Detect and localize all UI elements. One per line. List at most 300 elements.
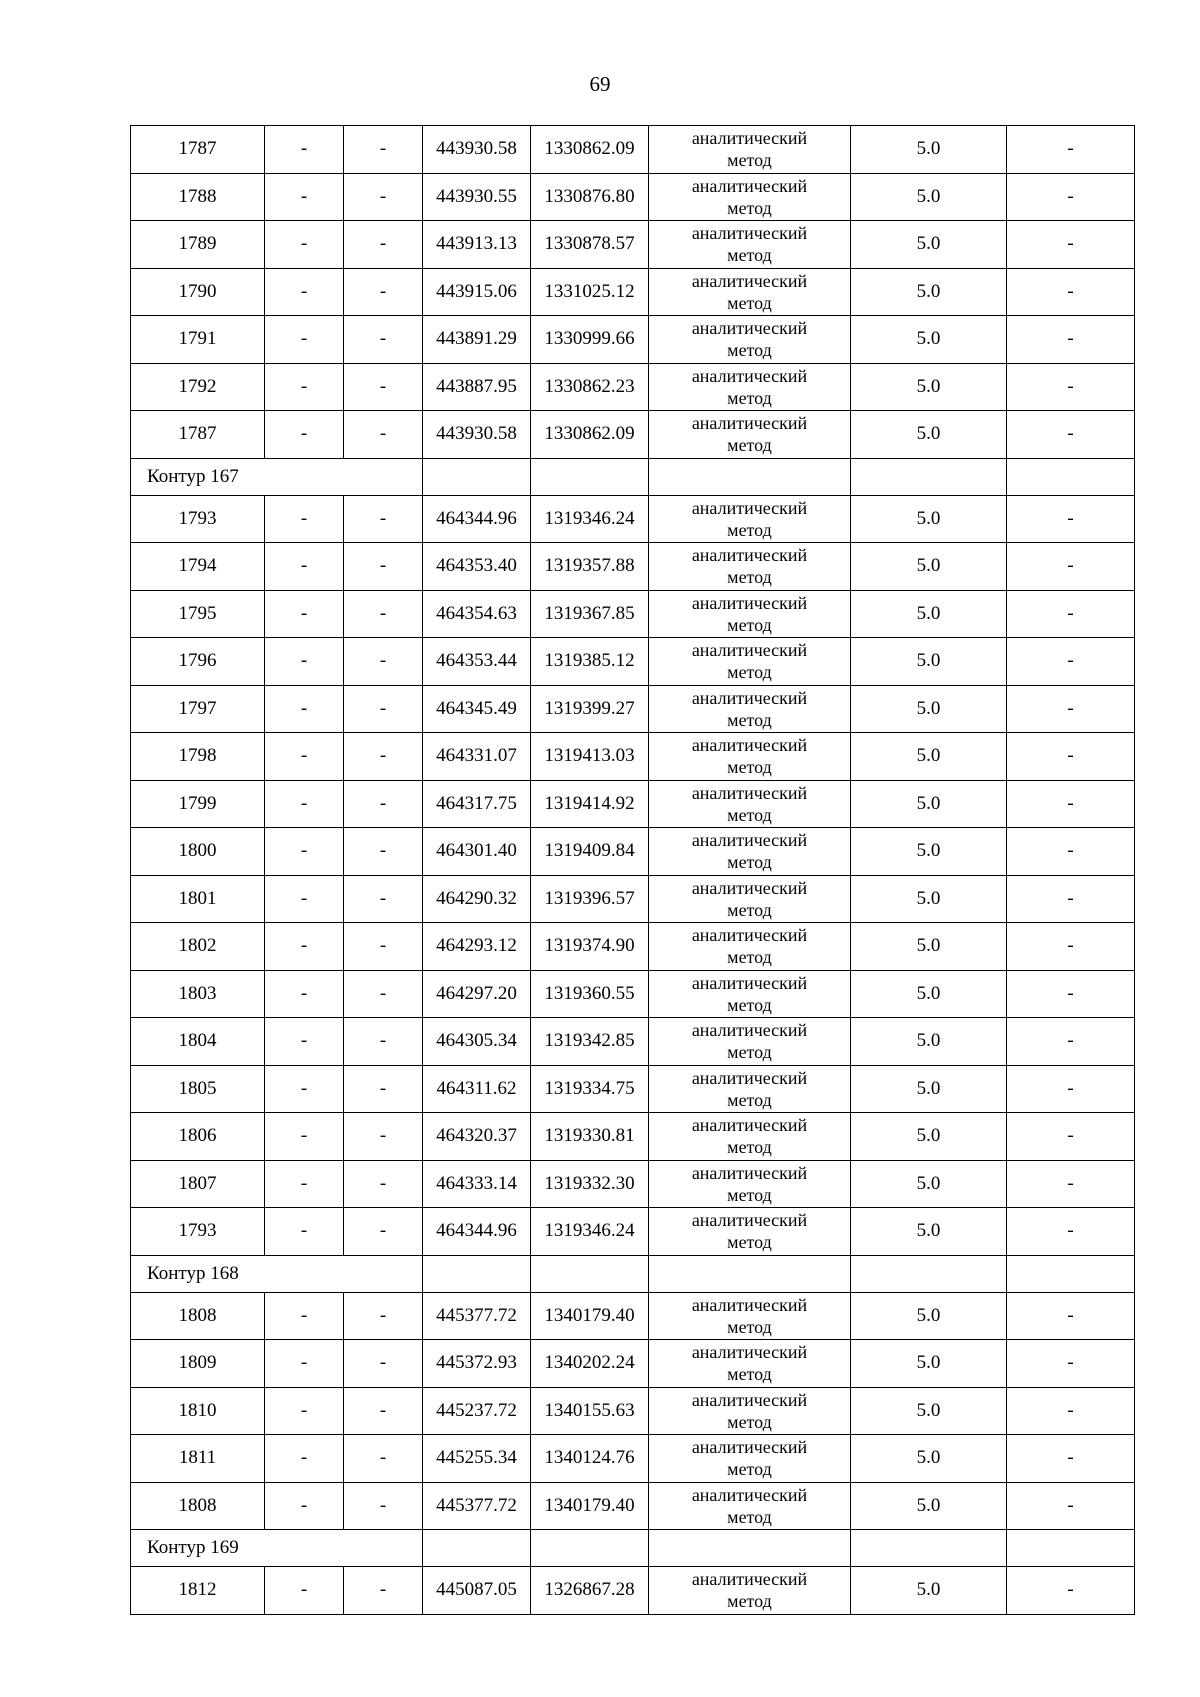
- x-coordinate-cell: 445377.72: [423, 1482, 531, 1530]
- method-line-1: аналитический: [691, 687, 808, 708]
- method-text: [649, 1484, 850, 1528]
- accuracy-cell: 5.0: [851, 1387, 1007, 1435]
- y-coordinate-cell: 1340124.76: [531, 1435, 649, 1483]
- col3-cell: -: [344, 1292, 423, 1340]
- point-number-cell: 1806: [131, 1113, 265, 1161]
- empty-cell: [531, 1255, 649, 1292]
- method-line-1: аналитический: [691, 592, 808, 613]
- method-cell: [649, 1482, 851, 1530]
- empty-cell: [1007, 1255, 1135, 1292]
- method-cell: [649, 875, 851, 923]
- method-line-1: аналитический: [691, 1020, 808, 1041]
- x-coordinate-cell: 464305.34: [423, 1018, 531, 1066]
- accuracy-cell: 5.0: [851, 495, 1007, 543]
- col3-cell: -: [344, 638, 423, 686]
- last-col-cell: -: [1007, 1292, 1135, 1340]
- point-number-cell: 1796: [131, 638, 265, 686]
- last-col-cell: -: [1007, 590, 1135, 638]
- y-coordinate-cell: 1340155.63: [531, 1387, 649, 1435]
- table-row: [131, 875, 1135, 923]
- method-cell: [649, 1567, 851, 1615]
- table-row: [131, 495, 1135, 543]
- accuracy-cell: 5.0: [851, 363, 1007, 411]
- method-line-2: метод: [727, 519, 772, 540]
- table-row: [131, 126, 1135, 174]
- point-number-cell: 1807: [131, 1160, 265, 1208]
- method-line-2: метод: [727, 1591, 772, 1612]
- table-row: [131, 1292, 1135, 1340]
- col3-cell: -: [344, 875, 423, 923]
- page-number: 69: [589, 72, 611, 96]
- table-row: [131, 543, 1135, 591]
- method-line-2: метод: [727, 947, 772, 968]
- last-col-cell: -: [1007, 875, 1135, 923]
- x-coordinate-cell: 445255.34: [423, 1435, 531, 1483]
- col2-cell: -: [265, 1208, 344, 1256]
- accuracy-cell: 5.0: [851, 1292, 1007, 1340]
- method-cell: [649, 363, 851, 411]
- method-text: [649, 317, 850, 361]
- method-line-2: метод: [727, 435, 772, 456]
- x-coordinate-cell: 443930.55: [423, 173, 531, 221]
- method-text: [649, 592, 850, 636]
- method-line-2: метод: [727, 1089, 772, 1110]
- col2-cell: -: [265, 970, 344, 1018]
- contour-header-row: [131, 458, 1135, 495]
- col2-cell: -: [265, 126, 344, 174]
- point-number-cell: 1789: [131, 221, 265, 269]
- x-coordinate-cell: 464344.96: [423, 1208, 531, 1256]
- method-cell: [649, 543, 851, 591]
- contour-label: Контур 168: [131, 1255, 423, 1292]
- method-line-1: аналитический: [691, 413, 808, 434]
- method-text: [649, 544, 850, 588]
- accuracy-cell: 5.0: [851, 1482, 1007, 1530]
- method-cell: [649, 1018, 851, 1066]
- col3-cell: -: [344, 733, 423, 781]
- col2-cell: -: [265, 363, 344, 411]
- table-row: [131, 923, 1135, 971]
- accuracy-cell: 5.0: [851, 1065, 1007, 1113]
- method-cell: [649, 685, 851, 733]
- col3-cell: -: [344, 923, 423, 971]
- point-number-cell: 1791: [131, 316, 265, 364]
- col2-cell: -: [265, 590, 344, 638]
- method-line-1: аналитический: [691, 640, 808, 661]
- method-cell: [649, 1160, 851, 1208]
- y-coordinate-cell: 1326867.28: [531, 1567, 649, 1615]
- table-body: [131, 126, 1135, 1615]
- y-coordinate-cell: 1331025.12: [531, 268, 649, 316]
- method-cell: [649, 411, 851, 459]
- col2-cell: -: [265, 923, 344, 971]
- empty-cell: [423, 1255, 531, 1292]
- y-coordinate-cell: 1340202.24: [531, 1340, 649, 1388]
- last-col-cell: -: [1007, 1482, 1135, 1530]
- x-coordinate-cell: 464333.14: [423, 1160, 531, 1208]
- method-text: [649, 687, 850, 731]
- y-coordinate-cell: 1340179.40: [531, 1292, 649, 1340]
- last-col-cell: -: [1007, 495, 1135, 543]
- method-line-2: метод: [727, 614, 772, 635]
- col2-cell: -: [265, 173, 344, 221]
- col2-cell: -: [265, 875, 344, 923]
- accuracy-cell: 5.0: [851, 875, 1007, 923]
- col3-cell: -: [344, 126, 423, 174]
- table-row: [131, 221, 1135, 269]
- col2-cell: -: [265, 685, 344, 733]
- x-coordinate-cell: 464354.63: [423, 590, 531, 638]
- col2-cell: -: [265, 780, 344, 828]
- method-line-2: метод: [727, 1137, 772, 1158]
- empty-cell: [1007, 1530, 1135, 1567]
- method-cell: [649, 126, 851, 174]
- table-row: [131, 1113, 1135, 1161]
- x-coordinate-cell: 464353.40: [423, 543, 531, 591]
- accuracy-cell: 5.0: [851, 685, 1007, 733]
- y-coordinate-cell: 1319367.85: [531, 590, 649, 638]
- method-line-1: аналитический: [691, 1115, 808, 1136]
- x-coordinate-cell: 443930.58: [423, 411, 531, 459]
- col2-cell: -: [265, 1387, 344, 1435]
- col3-cell: -: [344, 780, 423, 828]
- method-line-1: аналитический: [691, 1210, 808, 1231]
- method-text: [649, 639, 850, 683]
- method-text: [649, 222, 850, 266]
- table-row: [131, 316, 1135, 364]
- x-coordinate-cell: 443930.58: [423, 126, 531, 174]
- method-text: [649, 365, 850, 409]
- method-line-1: аналитический: [691, 497, 808, 518]
- method-line-1: аналитический: [691, 1294, 808, 1315]
- table-row: [131, 970, 1135, 1018]
- y-coordinate-cell: 1319409.84: [531, 828, 649, 876]
- last-col-cell: -: [1007, 828, 1135, 876]
- method-cell: [649, 780, 851, 828]
- method-text: [649, 829, 850, 873]
- y-coordinate-cell: 1319330.81: [531, 1113, 649, 1161]
- accuracy-cell: 5.0: [851, 1113, 1007, 1161]
- col2-cell: -: [265, 268, 344, 316]
- last-col-cell: -: [1007, 173, 1135, 221]
- accuracy-cell: 5.0: [851, 1160, 1007, 1208]
- last-col-cell: -: [1007, 1567, 1135, 1615]
- empty-cell: [531, 1530, 649, 1567]
- method-cell: [649, 1387, 851, 1435]
- point-number-cell: 1804: [131, 1018, 265, 1066]
- table-row: [131, 411, 1135, 459]
- method-line-2: метод: [727, 567, 772, 588]
- y-coordinate-cell: 1319413.03: [531, 733, 649, 781]
- col3-cell: -: [344, 828, 423, 876]
- col3-cell: -: [344, 268, 423, 316]
- col3-cell: -: [344, 1160, 423, 1208]
- y-coordinate-cell: 1319385.12: [531, 638, 649, 686]
- method-line-2: метод: [727, 709, 772, 730]
- method-cell: [649, 495, 851, 543]
- point-number-cell: 1808: [131, 1482, 265, 1530]
- y-coordinate-cell: 1319332.30: [531, 1160, 649, 1208]
- method-cell: [649, 221, 851, 269]
- method-line-2: метод: [727, 1184, 772, 1205]
- y-coordinate-cell: 1330862.09: [531, 411, 649, 459]
- method-cell: [649, 316, 851, 364]
- method-line-1: аналитический: [691, 877, 808, 898]
- table-row: [131, 828, 1135, 876]
- method-cell: [649, 638, 851, 686]
- col3-cell: -: [344, 1065, 423, 1113]
- method-line-1: аналитический: [691, 318, 808, 339]
- y-coordinate-cell: 1319414.92: [531, 780, 649, 828]
- y-coordinate-cell: 1319357.88: [531, 543, 649, 591]
- empty-cell: [649, 1255, 851, 1292]
- last-col-cell: -: [1007, 1387, 1135, 1435]
- last-col-cell: -: [1007, 1113, 1135, 1161]
- last-col-cell: -: [1007, 1435, 1135, 1483]
- method-line-2: метод: [727, 197, 772, 218]
- col3-cell: -: [344, 1387, 423, 1435]
- x-coordinate-cell: 464293.12: [423, 923, 531, 971]
- method-cell: [649, 1435, 851, 1483]
- last-col-cell: -: [1007, 221, 1135, 269]
- method-line-2: метод: [727, 757, 772, 778]
- y-coordinate-cell: 1319346.24: [531, 495, 649, 543]
- col2-cell: -: [265, 733, 344, 781]
- last-col-cell: -: [1007, 970, 1135, 1018]
- method-text: [649, 127, 850, 171]
- col3-cell: -: [344, 685, 423, 733]
- point-number-cell: 1801: [131, 875, 265, 923]
- x-coordinate-cell: 464345.49: [423, 685, 531, 733]
- y-coordinate-cell: 1330862.09: [531, 126, 649, 174]
- method-cell: [649, 828, 851, 876]
- accuracy-cell: 5.0: [851, 1567, 1007, 1615]
- col3-cell: -: [344, 1435, 423, 1483]
- x-coordinate-cell: 464331.07: [423, 733, 531, 781]
- accuracy-cell: 5.0: [851, 543, 1007, 591]
- table-row: [131, 1160, 1135, 1208]
- y-coordinate-cell: 1330999.66: [531, 316, 649, 364]
- col2-cell: -: [265, 638, 344, 686]
- y-coordinate-cell: 1330862.23: [531, 363, 649, 411]
- table-row: [131, 1065, 1135, 1113]
- accuracy-cell: 5.0: [851, 1018, 1007, 1066]
- x-coordinate-cell: 464353.44: [423, 638, 531, 686]
- table-row: [131, 1340, 1135, 1388]
- point-number-cell: 1803: [131, 970, 265, 1018]
- col2-cell: -: [265, 1340, 344, 1388]
- method-line-1: аналитический: [691, 925, 808, 946]
- last-col-cell: -: [1007, 268, 1135, 316]
- col2-cell: -: [265, 316, 344, 364]
- method-text: [649, 412, 850, 456]
- point-number-cell: 1810: [131, 1387, 265, 1435]
- method-line-2: метод: [727, 1459, 772, 1480]
- col2-cell: -: [265, 495, 344, 543]
- empty-cell: [649, 1530, 851, 1567]
- method-text: [649, 1019, 850, 1063]
- last-col-cell: -: [1007, 685, 1135, 733]
- method-text: [649, 1389, 850, 1433]
- method-text: [649, 734, 850, 778]
- table-row: [131, 1208, 1135, 1256]
- point-number-cell: 1795: [131, 590, 265, 638]
- x-coordinate-cell: 464317.75: [423, 780, 531, 828]
- method-line-1: аналитический: [691, 782, 808, 803]
- empty-cell: [851, 458, 1007, 495]
- accuracy-cell: 5.0: [851, 1435, 1007, 1483]
- method-line-1: аналитический: [691, 545, 808, 566]
- method-line-2: метод: [727, 1411, 772, 1432]
- table-row: [131, 1018, 1135, 1066]
- accuracy-cell: 5.0: [851, 638, 1007, 686]
- method-line-1: аналитический: [691, 830, 808, 851]
- method-line-1: аналитический: [691, 175, 808, 196]
- table-row: [131, 1435, 1135, 1483]
- col3-cell: -: [344, 543, 423, 591]
- method-cell: [649, 1065, 851, 1113]
- x-coordinate-cell: 443891.29: [423, 316, 531, 364]
- col3-cell: -: [344, 1018, 423, 1066]
- x-coordinate-cell: 464297.20: [423, 970, 531, 1018]
- method-cell: [649, 1340, 851, 1388]
- col2-cell: -: [265, 1567, 344, 1615]
- method-text: [649, 270, 850, 314]
- col2-cell: -: [265, 1065, 344, 1113]
- method-text: [649, 1114, 850, 1158]
- method-cell: [649, 923, 851, 971]
- method-line-2: метод: [727, 1506, 772, 1527]
- method-line-2: метод: [727, 1042, 772, 1063]
- col3-cell: -: [344, 173, 423, 221]
- table-row: [131, 638, 1135, 686]
- contour-label: Контур 169: [131, 1530, 423, 1567]
- col3-cell: -: [344, 1567, 423, 1615]
- accuracy-cell: 5.0: [851, 970, 1007, 1018]
- last-col-cell: -: [1007, 1065, 1135, 1113]
- accuracy-cell: 5.0: [851, 733, 1007, 781]
- x-coordinate-cell: 443913.13: [423, 221, 531, 269]
- point-number-cell: 1812: [131, 1567, 265, 1615]
- method-line-1: аналитический: [691, 735, 808, 756]
- empty-cell: [1007, 458, 1135, 495]
- method-line-1: аналитический: [691, 128, 808, 149]
- col3-cell: -: [344, 590, 423, 638]
- contour-label: Контур 167: [131, 458, 423, 495]
- accuracy-cell: 5.0: [851, 828, 1007, 876]
- method-text: [649, 877, 850, 921]
- point-number-cell: 1787: [131, 411, 265, 459]
- table-row: [131, 780, 1135, 828]
- x-coordinate-cell: 464344.96: [423, 495, 531, 543]
- col3-cell: -: [344, 1482, 423, 1530]
- point-number-cell: 1797: [131, 685, 265, 733]
- method-line-1: аналитический: [691, 1437, 808, 1458]
- last-col-cell: -: [1007, 1208, 1135, 1256]
- point-number-cell: 1798: [131, 733, 265, 781]
- point-number-cell: 1794: [131, 543, 265, 591]
- y-coordinate-cell: 1319399.27: [531, 685, 649, 733]
- y-coordinate-cell: 1330876.80: [531, 173, 649, 221]
- method-line-2: метод: [727, 292, 772, 313]
- method-cell: [649, 733, 851, 781]
- coordinates-table: [130, 125, 1135, 1615]
- accuracy-cell: 5.0: [851, 268, 1007, 316]
- table-row: [131, 268, 1135, 316]
- y-coordinate-cell: 1319396.57: [531, 875, 649, 923]
- method-line-2: метод: [727, 804, 772, 825]
- col3-cell: -: [344, 221, 423, 269]
- method-line-2: метод: [727, 245, 772, 266]
- method-cell: [649, 1113, 851, 1161]
- method-line-2: метод: [727, 1316, 772, 1337]
- table-row: [131, 363, 1135, 411]
- last-col-cell: -: [1007, 1160, 1135, 1208]
- last-col-cell: -: [1007, 1340, 1135, 1388]
- y-coordinate-cell: 1330878.57: [531, 221, 649, 269]
- table-row: [131, 1567, 1135, 1615]
- y-coordinate-cell: 1340179.40: [531, 1482, 649, 1530]
- last-col-cell: -: [1007, 1018, 1135, 1066]
- col2-cell: -: [265, 411, 344, 459]
- method-line-1: аналитический: [691, 365, 808, 386]
- table-row: [131, 173, 1135, 221]
- method-cell: [649, 268, 851, 316]
- y-coordinate-cell: 1319342.85: [531, 1018, 649, 1066]
- col2-cell: -: [265, 1018, 344, 1066]
- x-coordinate-cell: 464301.40: [423, 828, 531, 876]
- contour-header-row: [131, 1530, 1135, 1567]
- method-cell: [649, 1208, 851, 1256]
- method-line-1: аналитический: [691, 1067, 808, 1088]
- x-coordinate-cell: 464320.37: [423, 1113, 531, 1161]
- y-coordinate-cell: 1319346.24: [531, 1208, 649, 1256]
- method-text: [649, 1568, 850, 1612]
- table-row: [131, 733, 1135, 781]
- method-cell: [649, 173, 851, 221]
- point-number-cell: 1793: [131, 1208, 265, 1256]
- accuracy-cell: 5.0: [851, 221, 1007, 269]
- last-col-cell: -: [1007, 316, 1135, 364]
- method-line-2: метод: [727, 899, 772, 920]
- x-coordinate-cell: 445237.72: [423, 1387, 531, 1435]
- method-cell: [649, 590, 851, 638]
- empty-cell: [851, 1530, 1007, 1567]
- col3-cell: -: [344, 316, 423, 364]
- method-line-1: аналитический: [691, 270, 808, 291]
- x-coordinate-cell: 443915.06: [423, 268, 531, 316]
- table-row: [131, 1482, 1135, 1530]
- method-text: [649, 1341, 850, 1385]
- last-col-cell: -: [1007, 126, 1135, 174]
- point-number-cell: 1793: [131, 495, 265, 543]
- accuracy-cell: 5.0: [851, 590, 1007, 638]
- accuracy-cell: 5.0: [851, 1340, 1007, 1388]
- last-col-cell: -: [1007, 543, 1135, 591]
- col3-cell: -: [344, 495, 423, 543]
- point-number-cell: 1790: [131, 268, 265, 316]
- y-coordinate-cell: 1319360.55: [531, 970, 649, 1018]
- method-text: [649, 1436, 850, 1480]
- x-coordinate-cell: 445087.05: [423, 1567, 531, 1615]
- method-line-1: аналитический: [691, 223, 808, 244]
- point-number-cell: 1799: [131, 780, 265, 828]
- contour-header-row: [131, 1255, 1135, 1292]
- x-coordinate-cell: 445377.72: [423, 1292, 531, 1340]
- x-coordinate-cell: 443887.95: [423, 363, 531, 411]
- col2-cell: -: [265, 1435, 344, 1483]
- col3-cell: -: [344, 411, 423, 459]
